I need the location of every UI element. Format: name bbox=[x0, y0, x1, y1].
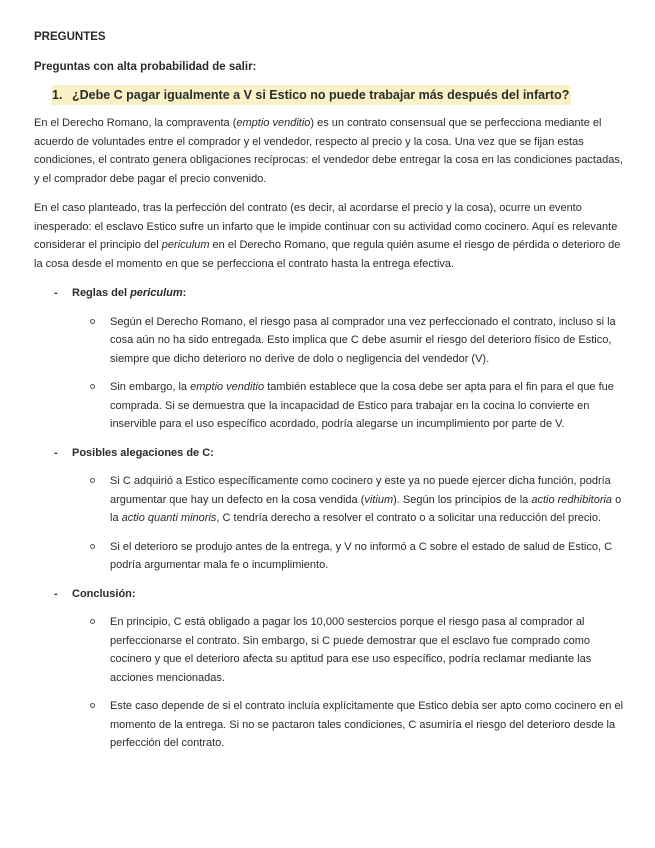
text-run: En el caso planteado, tras la perfección del contrato (es decir, al acordarse el precio y la cosa), ocurre un evento inesperado: el esclavo Estico sufre un infarto que le impide continuar con su actividad como cocinero. Aquí es relevante considerar el principio del bbox=[34, 202, 618, 251]
circle-bullet-icon bbox=[90, 544, 95, 549]
list-item bbox=[110, 697, 631, 753]
list-item bbox=[110, 378, 631, 434]
question-heading bbox=[52, 85, 631, 105]
paragraph-compraventa bbox=[34, 114, 631, 188]
italic-term: periculum bbox=[161, 239, 210, 251]
section-title: Posibles alegaciones de C: bbox=[72, 446, 214, 459]
paragraph-caso bbox=[34, 199, 631, 273]
list-item bbox=[110, 472, 631, 528]
circle-bullet-icon bbox=[90, 384, 95, 389]
section-heading-conclusion bbox=[54, 585, 631, 604]
bullet-list-reglas bbox=[34, 313, 631, 434]
text-run: Según el Derecho Romano, el riesgo pasa al comprador una vez perfeccionado el contrato, incluso si la cosa aún no ha sido entregada. Esto implica que C debe asumir el riesgo del deterioro físico de Estico, siempre que dicho deterioro no derive de dolo o negligencia del vendedor (V). bbox=[110, 315, 616, 365]
text-run: también establece que la cosa debe ser apta para el fin para el que fue comprada. Si se demuestra que la incapacidad de Estico para trabajar en la cocina lo convierte en inservible para el uso específico acordado, podría alegarse un incumplimiento por parte de V. bbox=[110, 381, 614, 430]
circle-bullet-icon bbox=[90, 619, 95, 624]
italic-term: actio redhibitoria bbox=[531, 493, 613, 506]
text-run: Si C adquirió a Estico específicamente como cocinero y este ya no puede ejercer dicha función, podría argumentar que hay un defecto en la cosa vendida ( bbox=[110, 475, 611, 506]
question-text: ¿Debe C pagar igualmente a V si Estico no puede trabajar más después del infarto? bbox=[72, 85, 571, 105]
bullet-list-conclusion bbox=[34, 613, 631, 753]
circle-bullet-icon bbox=[90, 478, 95, 483]
italic-term: emptio venditio bbox=[236, 117, 311, 129]
italic-term: actio quanti minoris bbox=[121, 512, 217, 524]
text-run: Sin embargo, la bbox=[110, 381, 191, 393]
text-run: en el Derecho Romano, que regula quién asume el riesgo de pérdida o deterioro de la cosa desde el momento en que se perfecciona el contrato hasta la entrega efectiva. bbox=[34, 239, 621, 270]
text-run: En el Derecho Romano, la compraventa ( bbox=[34, 117, 237, 129]
text-run: En principio, C está obligado a pagar los 10,000 sestercios porque el riesgo pasa al comprador al perfeccionarse el contrato. Sin embargo, si C puede demostrar que el esclavo fue comprado como cocinero y que el deterioro afecta su aptitud para ese uso específico, podría reclamar mediante las acciones mencionadas. bbox=[110, 616, 592, 684]
list-item bbox=[110, 538, 631, 575]
text-run: ). Según los principios de la bbox=[393, 493, 532, 506]
section-heading-alegaciones bbox=[54, 444, 631, 463]
dash-marker: - bbox=[54, 446, 58, 459]
list-item bbox=[110, 313, 631, 369]
text-run: Este caso depende de si el contrato incluía explícitamente que Estico debía ser apto como cocinero en el momento de la entrega. Si no se pactaron tales condiciones, C asumiría el riesgo del deterioro desde la perfección del contrato. bbox=[110, 700, 624, 749]
document-subtitle: Preguntas con alta probabilidad de salir: bbox=[34, 60, 257, 73]
text-run: ) es un contrato consensual que se perfecciona mediante el acuerdo de voluntades entre el comprador y el vendedor, respecto al precio y la cosa. Una vez que se fijan estas condiciones, el contrato genera obligaciones recíprocas: el vendedor debe entregar la cosa en las condiciones pactadas, y el comprador debe pagar el precio convenido. bbox=[34, 117, 623, 185]
text-run: : bbox=[182, 287, 187, 299]
italic-term: vitium bbox=[364, 493, 394, 506]
dash-marker: - bbox=[54, 587, 58, 600]
dash-marker: - bbox=[54, 287, 58, 299]
text-run: , C tendría derecho a resolver el contrato o a solicitar una reducción del precio. bbox=[216, 512, 602, 524]
bullet-list-alegaciones bbox=[34, 472, 631, 575]
circle-bullet-icon bbox=[90, 319, 95, 324]
section-title bbox=[72, 284, 186, 303]
italic-term: emptio venditio bbox=[190, 381, 265, 393]
section-heading-reglas bbox=[54, 284, 631, 303]
list-item bbox=[110, 613, 631, 687]
circle-bullet-icon bbox=[90, 703, 95, 708]
italic-term: periculum bbox=[130, 287, 183, 299]
text-run: Si el deterioro se produjo antes de la entrega, y V no informó a C sobre el estado de salud de Estico, C podría argumentar mala fe o incumplimiento. bbox=[110, 540, 613, 571]
section-title: Conclusión: bbox=[72, 587, 136, 600]
text-run: o la bbox=[110, 493, 622, 524]
question-number: 1. bbox=[52, 85, 72, 105]
text-run: Reglas del bbox=[72, 287, 131, 299]
document-title: PREGUNTES bbox=[34, 31, 106, 43]
